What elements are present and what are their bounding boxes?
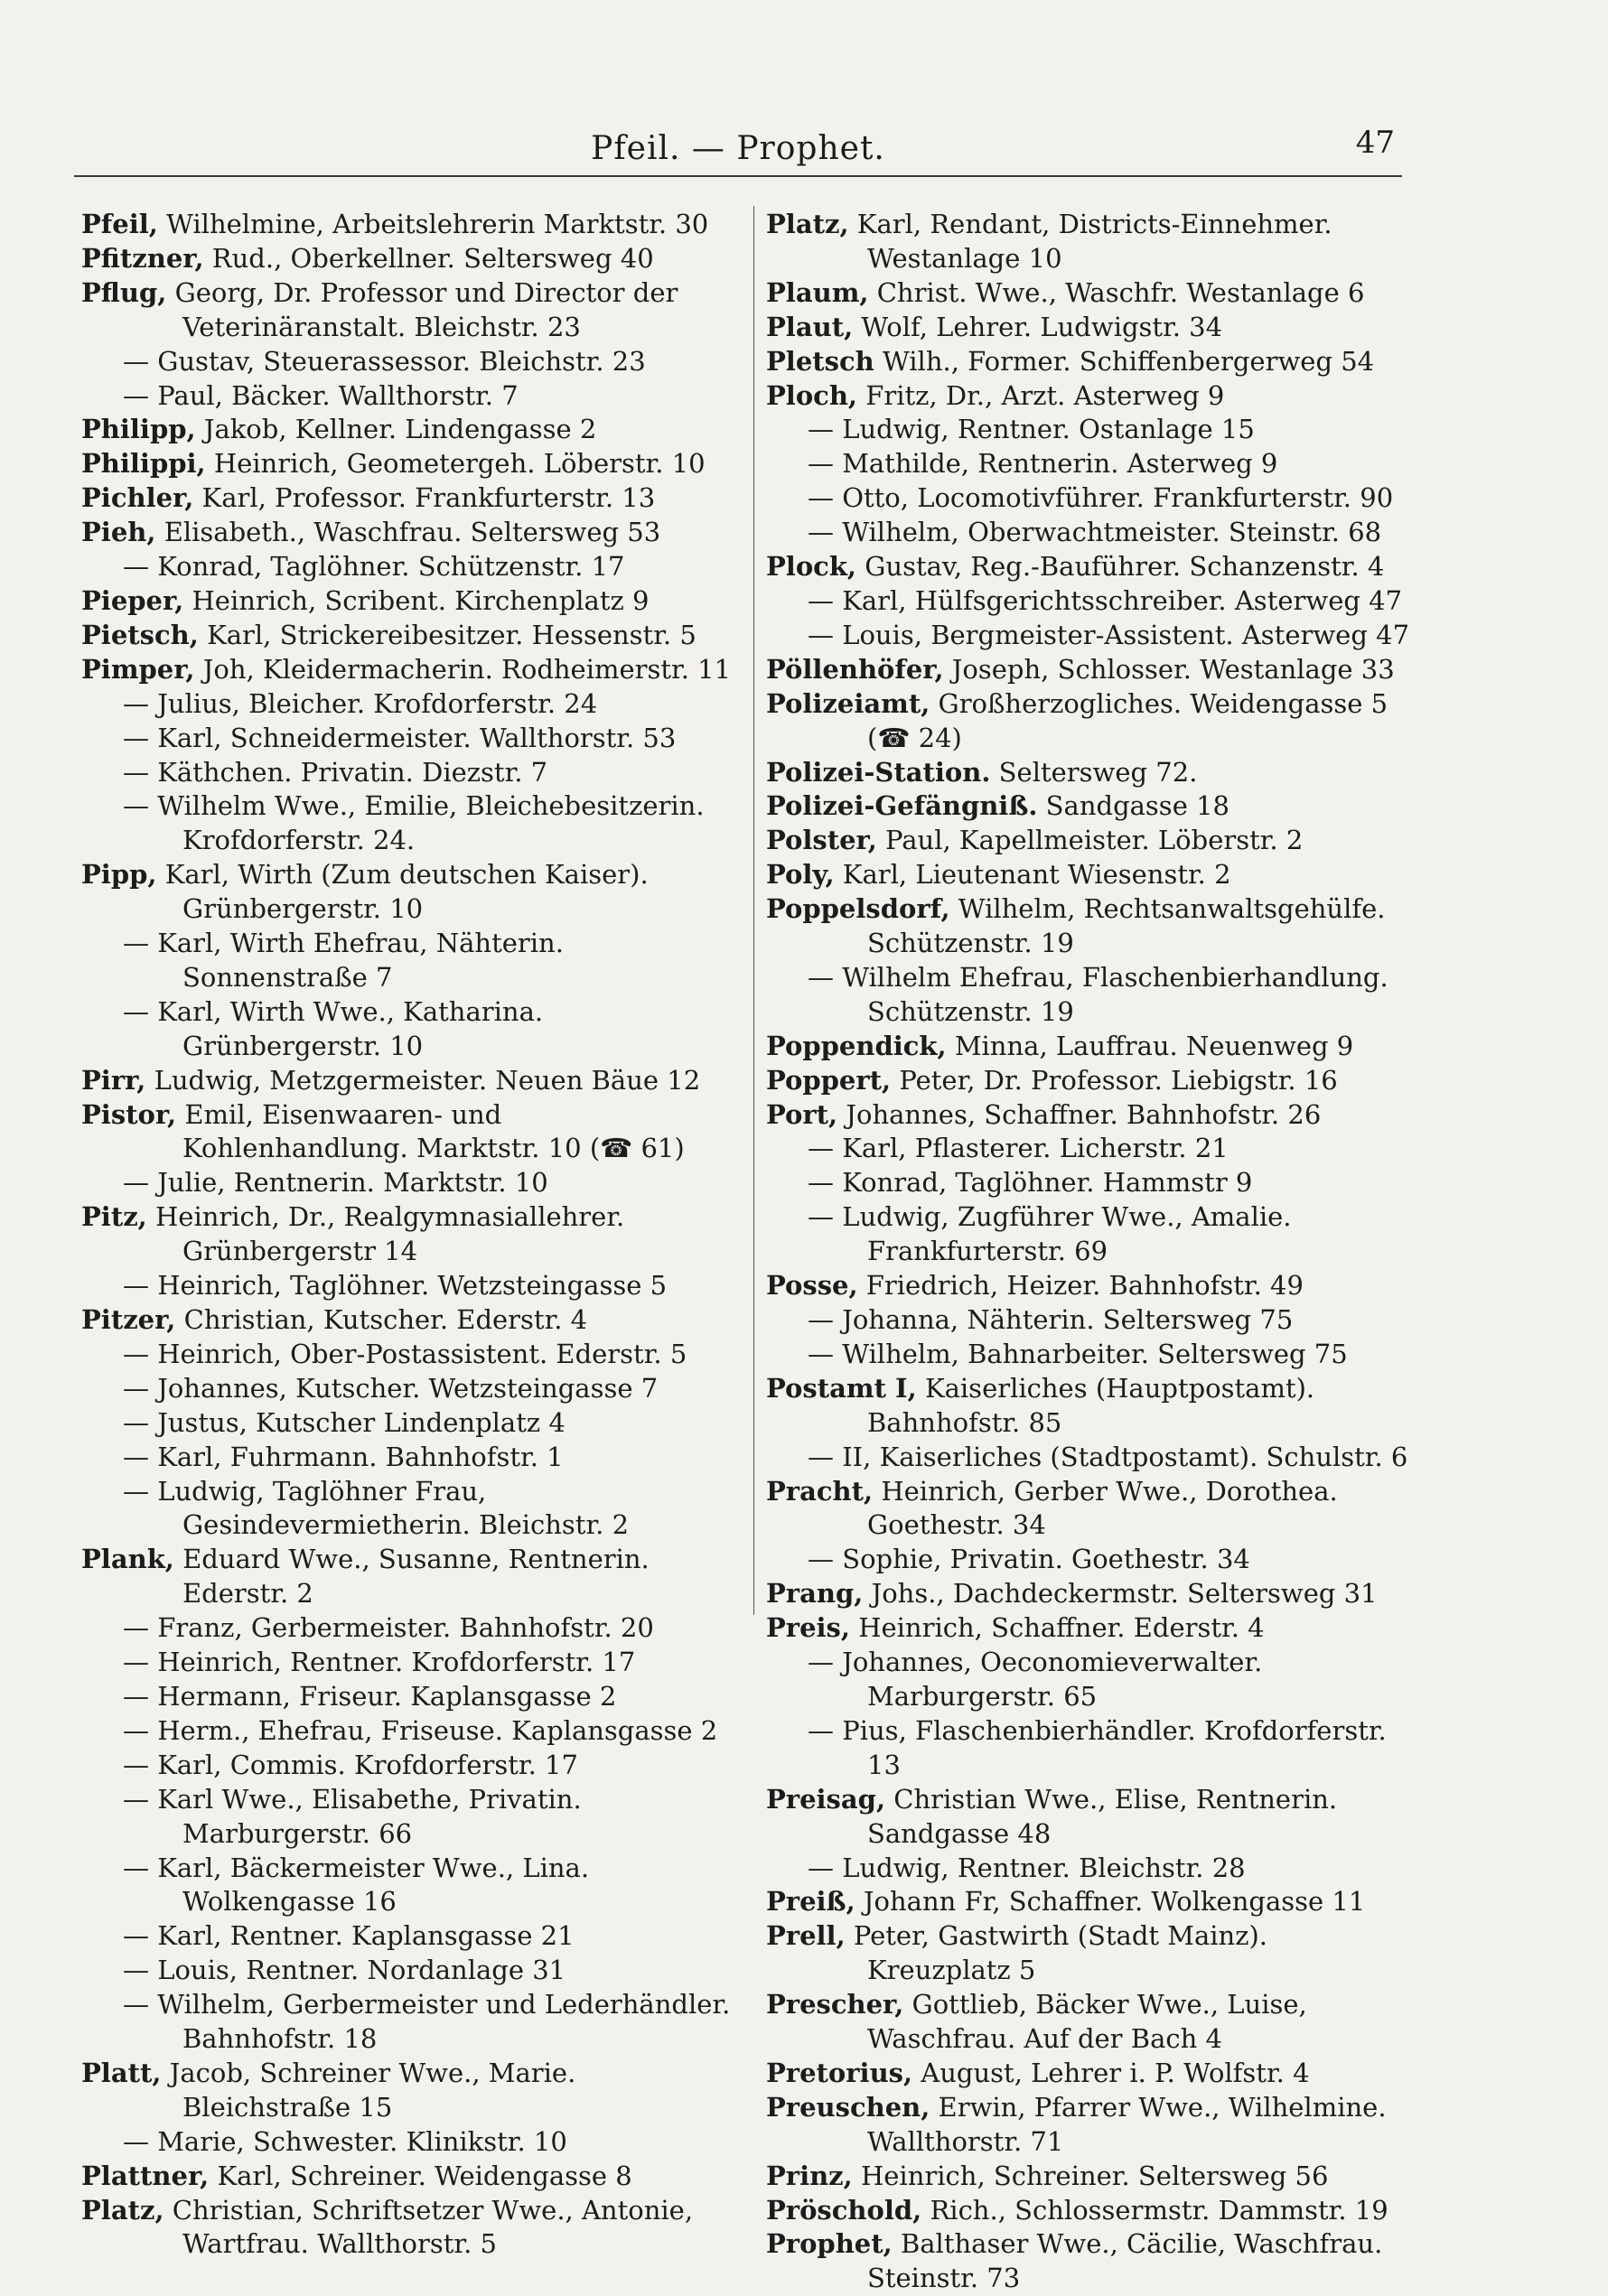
entry-surname: Port, bbox=[766, 1098, 838, 1130]
directory-entry bbox=[81, 208, 732, 242]
entry-details: Paul, Kapellmeister. Löberstr. 2 bbox=[885, 825, 1304, 856]
directory-entry bbox=[766, 687, 1413, 756]
directory-entry bbox=[81, 584, 732, 619]
entry-details: — Johannes, Kutscher. Wetzsteingasse 7 bbox=[123, 1372, 659, 1404]
entry-surname: Postamt I, bbox=[766, 1372, 917, 1404]
entry-details: Johs., Dachdeckermstr. Seltersweg 31 bbox=[871, 1578, 1378, 1610]
entry-surname: Pirr, bbox=[81, 1064, 146, 1096]
entry-details: Heinrich, Dr., Realgymnasiallehrer. Grünbergerstr 14 bbox=[155, 1201, 625, 1267]
entry-details: Johannes, Schaffner. Bahnhofstr. 26 bbox=[846, 1098, 1322, 1130]
entry-details: Karl, Wirth (Zum deutschen Kaiser). Grünbergerstr. 10 bbox=[164, 859, 649, 925]
directory-entry bbox=[81, 1680, 732, 1714]
entry-details: Heinrich, Geometergeh. Löberstr. 10 bbox=[213, 448, 706, 480]
entry-details: — Julie, Rentnerin. Marktstr. 10 bbox=[123, 1167, 548, 1199]
entry-details: Fritz, Dr., Arzt. Asterweg 9 bbox=[865, 379, 1225, 411]
entry-details: — Mathilde, Rentnerin. Asterweg 9 bbox=[808, 448, 1278, 480]
directory-entry bbox=[766, 789, 1413, 824]
entry-details: — Wilhelm, Oberwachtmeister. Steinstr. 68 bbox=[808, 517, 1382, 548]
directory-entry bbox=[81, 447, 732, 481]
directory-entry bbox=[766, 1132, 1413, 1166]
entry-surname: Pimper, bbox=[81, 653, 195, 685]
entry-details: Joh, Kleidermacherin. Rodheimerstr. 11 bbox=[202, 653, 732, 685]
directory-entry bbox=[81, 858, 732, 927]
entry-surname: Poppendick, bbox=[766, 1030, 947, 1061]
entry-details: — Karl, Wirth Wwe., Katharina. Grünbergerstr. 10 bbox=[123, 995, 544, 1061]
entry-details: Wilhelmine, Arbeitslehrerin Marktstr. 30 bbox=[166, 209, 709, 239]
entry-details: August, Lehrer i. P. Wolfstr. 4 bbox=[921, 2057, 1310, 2088]
entry-surname: Prinz, bbox=[766, 2160, 853, 2191]
entry-surname: Plank, bbox=[81, 1544, 174, 1575]
entry-surname: Polster, bbox=[766, 825, 877, 856]
directory-entry bbox=[81, 550, 732, 584]
directory-entry bbox=[81, 1303, 732, 1338]
directory-entry bbox=[81, 2194, 732, 2263]
entry-details: Christian, Kutscher. Ederstr. 4 bbox=[183, 1304, 588, 1335]
directory-entry bbox=[81, 687, 732, 722]
entry-details: — Karl, Pflasterer. Licherstr. 21 bbox=[808, 1133, 1229, 1164]
directory-entry bbox=[81, 1749, 732, 1783]
entry-details: — Franz, Gerbermeister. Bahnhofstr. 20 bbox=[123, 1612, 654, 1644]
entry-details: — Gustav, Steuerassessor. Bleichstr. 23 bbox=[123, 345, 646, 377]
entry-surname: Pracht, bbox=[766, 1475, 874, 1507]
directory-entry bbox=[766, 824, 1413, 858]
directory-entry bbox=[766, 961, 1413, 1030]
entry-surname: Platt, bbox=[81, 2057, 162, 2088]
directory-entry bbox=[81, 756, 732, 790]
directory-entry bbox=[766, 1269, 1413, 1303]
directory-entry bbox=[766, 1098, 1413, 1133]
directory-entry bbox=[81, 345, 732, 379]
entry-details: — Wilhelm Ehefrau, Flaschenbierhandlung. Schützenstr. 19 bbox=[808, 961, 1388, 1027]
directory-entry bbox=[81, 516, 732, 550]
directory-entry bbox=[81, 1064, 732, 1098]
directory-entry bbox=[766, 1852, 1413, 1886]
entry-details: Gustav, Reg.-Bauführer. Schanzenstr. 4 bbox=[865, 551, 1385, 583]
directory-entry bbox=[81, 619, 732, 653]
directory-entry bbox=[766, 892, 1413, 961]
entry-details: — Karl, Wirth Ehefrau, Nähterin. Sonnenstraße 7 bbox=[123, 928, 564, 993]
entry-details: — Karl, Fuhrmann. Bahnhofstr. 1 bbox=[123, 1441, 564, 1472]
directory-entry bbox=[766, 1303, 1413, 1338]
entry-details: Peter, Gastwirth (Stadt Mainz). Kreuzplatz 5 bbox=[853, 1920, 1267, 1986]
directory-entry bbox=[81, 1338, 732, 1372]
entry-details: — Wilhelm, Gerbermeister und Lederhändler. Bahnhofstr. 18 bbox=[123, 1989, 731, 2055]
entry-details: Friedrich, Heizer. Bahnhofstr. 49 bbox=[865, 1270, 1304, 1302]
directory-entry bbox=[766, 1338, 1413, 1372]
entry-details: Heinrich, Gerber Wwe., Dorothea. Goethestr. 34 bbox=[867, 1475, 1338, 1541]
running-title: Pfeil. — Prophet. bbox=[591, 130, 885, 167]
directory-entry bbox=[81, 1919, 732, 1954]
entry-surname: Polizei-Gefängniß. bbox=[766, 790, 1038, 822]
directory-entry bbox=[81, 413, 732, 447]
directory-entry bbox=[81, 2125, 732, 2160]
entry-details: Johann Fr, Schaffner. Wolkengasse 11 bbox=[863, 1886, 1366, 1918]
directory-entry bbox=[766, 413, 1413, 447]
directory-entry bbox=[766, 516, 1413, 550]
entry-details: — Karl, Schneidermeister. Wallthorstr. 53 bbox=[123, 722, 677, 753]
directory-entry bbox=[766, 756, 1413, 790]
entry-surname: Pieper, bbox=[81, 584, 184, 616]
entry-surname: Poppelsdorf, bbox=[766, 893, 950, 925]
entry-surname: Prophet, bbox=[766, 2228, 893, 2260]
entry-surname: Pitz, bbox=[81, 1201, 147, 1233]
directory-entry bbox=[766, 1475, 1413, 1544]
entry-details: Rud., Oberkellner. Seltersweg 40 bbox=[211, 242, 654, 274]
entry-details: Joseph, Schlosser. Westanlage 33 bbox=[951, 653, 1395, 685]
entry-details: — Käthchen. Privatin. Diezstr. 7 bbox=[123, 756, 548, 788]
entry-details: Georg, Dr. Professor und Director der Veterinäranstalt. Bleichstr. 23 bbox=[174, 276, 678, 342]
entry-surname: Prell, bbox=[766, 1920, 846, 1952]
directory-entry bbox=[81, 1988, 732, 2057]
right-column bbox=[766, 208, 1413, 2296]
directory-entry bbox=[81, 1646, 732, 1680]
entry-surname: Polizei-Station. bbox=[766, 756, 991, 788]
entry-details: Wilh., Former. Schiffenbergerweg 54 bbox=[882, 345, 1375, 377]
directory-entry bbox=[81, 653, 732, 687]
directory-entry bbox=[766, 379, 1413, 414]
entry-surname: Preis, bbox=[766, 1612, 850, 1644]
directory-entry bbox=[81, 2057, 732, 2125]
entry-details: — Sophie, Privatin. Goethestr. 34 bbox=[808, 1544, 1250, 1575]
entry-surname: Plaut, bbox=[766, 311, 854, 342]
entry-details: — Konrad, Taglöhner. Schützenstr. 17 bbox=[123, 551, 625, 583]
entry-details: — Paul, Bäcker. Wallthorstr. 7 bbox=[123, 379, 519, 411]
entry-surname: Pichler, bbox=[81, 482, 194, 514]
entry-details: — Heinrich, Ober-Postassistent. Ederstr. 5 bbox=[123, 1338, 687, 1369]
entry-surname: Pöllenhöfer, bbox=[766, 653, 944, 685]
entry-surname: Plock, bbox=[766, 551, 857, 583]
entry-details: — Karl, Bäckermeister Wwe., Lina. Wolkengasse 16 bbox=[123, 1852, 590, 1918]
entry-details: Emil, Eisenwaaren- und Kohlenhandlung. Marktstr. 10 (☎ 61) bbox=[182, 1098, 685, 1164]
entry-details: — Wilhelm, Bahnarbeiter. Seltersweg 75 bbox=[808, 1338, 1348, 1369]
directory-entry bbox=[766, 276, 1413, 311]
column-divider bbox=[753, 206, 754, 1615]
directory-entry bbox=[766, 345, 1413, 379]
entry-details: Wolf, Lehrer. Ludwigstr. 34 bbox=[861, 311, 1223, 342]
entry-details: Balthaser Wwe., Cäcilie, Waschfrau. Steinstr. 73 bbox=[867, 2228, 1383, 2294]
entry-details: Peter, Dr. Professor. Liebigstr. 16 bbox=[899, 1064, 1338, 1096]
entry-details: Karl, Lieutenant Wiesenstr. 2 bbox=[842, 859, 1231, 891]
entry-details: — Louis, Bergmeister-Assistent. Asterweg 47 bbox=[808, 619, 1410, 650]
directory-entry bbox=[766, 1064, 1413, 1098]
entry-details: Heinrich, Schaffner. Ederstr. 4 bbox=[858, 1612, 1265, 1644]
entry-details: — Heinrich, Taglöhner. Wetzsteingasse 5 bbox=[123, 1270, 668, 1302]
directory-entry bbox=[81, 1269, 732, 1303]
directory-entry bbox=[81, 1200, 732, 1269]
entry-surname: Pletsch bbox=[766, 345, 874, 377]
entry-details: Karl, Professor. Frankfurterstr. 13 bbox=[201, 482, 656, 514]
entry-details: — Karl, Hülfsgerichtsschreiber. Asterweg 47 bbox=[808, 584, 1403, 616]
directory-entry bbox=[81, 242, 732, 276]
entry-details: Kaiserliches (Hauptpostamt). Bahnhofstr. 85 bbox=[867, 1372, 1315, 1438]
directory-entry bbox=[766, 619, 1413, 653]
entry-surname: Prescher, bbox=[766, 1989, 904, 2021]
directory-entry bbox=[81, 1714, 732, 1749]
entry-details: — Karl, Rentner. Kaplansgasse 21 bbox=[123, 1920, 575, 1952]
entry-surname: Pflug, bbox=[81, 276, 167, 308]
entry-details: — Ludwig, Taglöhner Frau, Gesindevermietherin. Bleichstr. 2 bbox=[123, 1475, 630, 1541]
directory-entry bbox=[81, 1475, 732, 1544]
directory-entry bbox=[766, 1885, 1413, 1919]
entry-details: Karl, Rendant, Districts-Einnehmer. Westanlage 10 bbox=[856, 209, 1332, 274]
directory-entry bbox=[766, 2227, 1413, 2296]
left-column bbox=[81, 208, 732, 2262]
directory-entry bbox=[766, 481, 1413, 516]
directory-entry bbox=[81, 927, 732, 995]
directory-entry bbox=[766, 1919, 1413, 1988]
entry-surname: Plattner, bbox=[81, 2160, 210, 2191]
entry-surname: Pieh, bbox=[81, 517, 156, 548]
entry-surname: Philipp, bbox=[81, 414, 196, 445]
entry-details: Wilhelm, Rechtsanwaltsgehülfe. Schützenstr. 19 bbox=[867, 893, 1386, 959]
entry-surname: Poppert, bbox=[766, 1064, 892, 1096]
directory-entry bbox=[766, 2057, 1413, 2091]
directory-entry bbox=[766, 550, 1413, 584]
entry-details: — Marie, Schwester. Klinikstr. 10 bbox=[123, 2125, 567, 2157]
entry-details: Heinrich, Schreiner. Seltersweg 56 bbox=[860, 2160, 1329, 2191]
directory-entry bbox=[81, 1543, 732, 1611]
entry-details: — Hermann, Friseur. Kaplansgasse 2 bbox=[123, 1680, 617, 1712]
entry-details: — Ludwig, Rentner. Bleichstr. 28 bbox=[808, 1852, 1246, 1883]
directory-entry bbox=[766, 1441, 1413, 1475]
entry-surname: Poly, bbox=[766, 859, 835, 891]
directory-entry bbox=[81, 1852, 732, 1920]
directory-entry bbox=[766, 653, 1413, 687]
entry-surname: Ploch, bbox=[766, 379, 858, 411]
directory-entry bbox=[81, 1372, 732, 1406]
directory-entry bbox=[81, 1954, 732, 1988]
entry-surname: Philippi, bbox=[81, 448, 206, 480]
entry-surname: Preiß, bbox=[766, 1886, 855, 1918]
directory-entry bbox=[766, 2160, 1413, 2194]
entry-details: Jacob, Schreiner Wwe., Marie. Bleichstraße 15 bbox=[169, 2057, 576, 2123]
entry-details: Ludwig, Metzgermeister. Neuen Bäue 12 bbox=[154, 1064, 701, 1096]
entry-surname: Pipp, bbox=[81, 859, 157, 891]
entry-details: Christian, Schriftsetzer Wwe., Antonie, Wartfrau. Wallthorstr. 5 bbox=[172, 2194, 694, 2260]
directory-entry bbox=[766, 1030, 1413, 1064]
entry-surname: Pistor, bbox=[81, 1098, 177, 1130]
directory-entry bbox=[81, 481, 732, 516]
directory-entry bbox=[766, 1783, 1413, 1852]
entry-details: Großherzogliches. Weidengasse 5 (☎ 24) bbox=[867, 687, 1388, 753]
directory-entry bbox=[81, 276, 732, 345]
entry-details: — Pius, Flaschenbierhändler. Krofdorferstr. 13 bbox=[808, 1714, 1387, 1780]
page-number: 47 bbox=[1355, 125, 1395, 161]
entry-surname: Pfeil, bbox=[81, 209, 158, 239]
entry-details: Jakob, Kellner. Lindengasse 2 bbox=[203, 414, 597, 445]
entry-surname: Pietsch, bbox=[81, 619, 199, 650]
entry-details: — Heinrich, Rentner. Krofdorferstr. 17 bbox=[123, 1647, 636, 1678]
directory-entry bbox=[766, 2091, 1413, 2160]
directory-entry bbox=[766, 1543, 1413, 1577]
entry-details: Karl, Strickereibesitzer. Hessenstr. 5 bbox=[207, 619, 696, 650]
directory-entry bbox=[766, 1714, 1413, 1783]
directory-entry bbox=[766, 2194, 1413, 2228]
entry-details: — Johannes, Oeconomieverwalter. Marburgerstr. 65 bbox=[808, 1647, 1263, 1712]
directory-entry bbox=[766, 1611, 1413, 1646]
entry-surname: Pfitzner, bbox=[81, 242, 204, 274]
entry-details: Rich., Schlossermstr. Dammstr. 19 bbox=[930, 2194, 1388, 2226]
entry-details: — Ludwig, Zugführer Wwe., Amalie. Frankfurterstr. 69 bbox=[808, 1201, 1292, 1267]
directory-entry bbox=[766, 447, 1413, 481]
entry-surname: Platz, bbox=[766, 209, 849, 239]
entry-surname: Preisag, bbox=[766, 1783, 886, 1815]
entry-details: — Otto, Locomotivführer. Frankfurterstr. 90 bbox=[808, 482, 1394, 514]
entry-details: Karl, Schreiner. Weidengasse 8 bbox=[217, 2160, 632, 2191]
entry-surname: Pretorius, bbox=[766, 2057, 913, 2088]
page-header bbox=[74, 125, 1402, 177]
directory-entry bbox=[81, 2160, 732, 2194]
entry-details: — II, Kaiserliches (Stadtpostamt). Schulstr. 6 bbox=[808, 1441, 1408, 1472]
entry-details: — Karl Wwe., Elisabethe, Privatin. Marburgerstr. 66 bbox=[123, 1783, 582, 1849]
directory-entry bbox=[81, 1611, 732, 1646]
entry-details: — Konrad, Taglöhner. Hammstr 9 bbox=[808, 1167, 1253, 1199]
entry-details: — Karl, Commis. Krofdorferstr. 17 bbox=[123, 1749, 578, 1780]
entry-surname: Pitzer, bbox=[81, 1304, 176, 1335]
directory-entry bbox=[766, 1646, 1413, 1714]
entry-surname: Pröschold, bbox=[766, 2194, 922, 2226]
entry-details: — Wilhelm Wwe., Emilie, Bleichebesitzerin. Krofdorferstr. 24. bbox=[123, 790, 705, 856]
directory-entry bbox=[81, 1406, 732, 1441]
entry-details: — Ludwig, Rentner. Ostanlage 15 bbox=[808, 414, 1255, 445]
directory-entry bbox=[81, 789, 732, 858]
entry-details: Christian Wwe., Elise, Rentnerin. Sandgasse 48 bbox=[867, 1783, 1338, 1849]
entry-surname: Preuschen, bbox=[766, 2091, 930, 2123]
entry-details: Heinrich, Scribent. Kirchenplatz 9 bbox=[192, 584, 650, 616]
directory-entry bbox=[766, 1577, 1413, 1611]
directory-entry bbox=[766, 1200, 1413, 1269]
entry-surname: Posse, bbox=[766, 1270, 858, 1302]
directory-entry bbox=[766, 208, 1413, 276]
directory-entry bbox=[766, 1988, 1413, 2057]
entry-details: Erwin, Pfarrer Wwe., Wilhelmine. Wallthorstr. 71 bbox=[867, 2091, 1387, 2157]
entry-details: Christ. Wwe., Waschfr. Westanlage 6 bbox=[876, 276, 1365, 308]
entry-surname: Prang, bbox=[766, 1578, 864, 1610]
entry-details: Gottlieb, Bäcker Wwe., Luise, Waschfrau. Auf der Bach 4 bbox=[867, 1989, 1307, 2055]
directory-entry bbox=[81, 1098, 732, 1167]
directory-entry bbox=[81, 1441, 732, 1475]
directory-entry bbox=[81, 722, 732, 756]
entry-surname: Plaum, bbox=[766, 276, 869, 308]
directory-entry bbox=[766, 858, 1413, 892]
entry-details: — Johanna, Nähterin. Seltersweg 75 bbox=[808, 1304, 1294, 1335]
directory-entry bbox=[81, 1783, 732, 1852]
entry-details: — Justus, Kutscher Lindenplatz 4 bbox=[123, 1406, 566, 1438]
directory-entry bbox=[81, 379, 732, 414]
directory-entry bbox=[81, 1166, 732, 1200]
directory-entry bbox=[766, 311, 1413, 345]
directory-entry bbox=[766, 1372, 1413, 1441]
entry-details: — Julius, Bleicher. Krofdorferstr. 24 bbox=[123, 687, 598, 719]
entry-details: Elisabeth., Waschfrau. Seltersweg 53 bbox=[164, 517, 661, 548]
entry-details: Eduard Wwe., Susanne, Rentnerin. Ederstr. 2 bbox=[182, 1544, 650, 1610]
entry-surname: Platz, bbox=[81, 2194, 164, 2226]
directory-entry bbox=[766, 1166, 1413, 1200]
entry-details: — Herm., Ehefrau, Friseuse. Kaplansgasse 2 bbox=[123, 1714, 718, 1746]
directory-entry bbox=[81, 995, 732, 1064]
entry-details: — Louis, Rentner. Nordanlage 31 bbox=[123, 1955, 566, 1986]
entry-details: Minna, Lauffrau. Neuenweg 9 bbox=[954, 1030, 1354, 1061]
entry-details: Seltersweg 72. bbox=[998, 756, 1198, 788]
entry-details: Sandgasse 18 bbox=[1045, 790, 1229, 822]
entry-surname: Polizeiamt, bbox=[766, 687, 930, 719]
directory-entry bbox=[766, 584, 1413, 619]
